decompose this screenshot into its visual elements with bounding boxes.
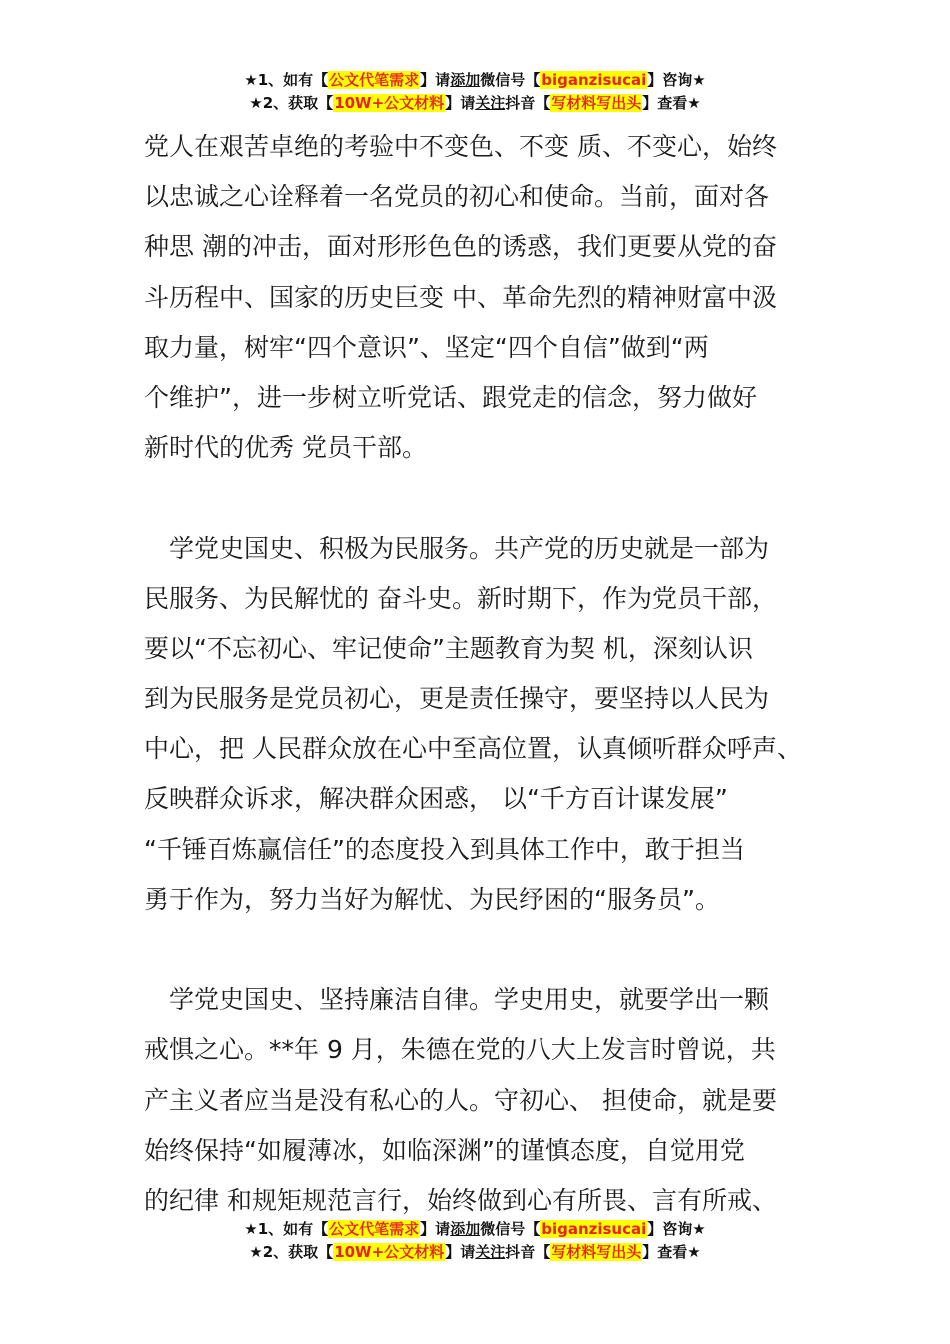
body-line: 勇于作为，努力当好为解忧、为民纾困的“服务员”。 [144, 884, 720, 914]
banner-text: 】查看★ [642, 1243, 701, 1261]
body-line: 始终保持“如履薄冰，如临深渊”的谨慎态度，自觉用党 [144, 1135, 745, 1165]
highlight-service-request: 公文代笔需求 [329, 1220, 420, 1238]
body-line-blank [144, 473, 824, 523]
body-line: 戒惧之心。**年 9 月，朱德在党的八大上发言时曾说，共 [144, 1035, 776, 1065]
highlight-wechat-id: biganzisucai [541, 71, 647, 89]
body-line: “千锤百炼赢信任”的态度投入到具体工作中，敢于担当 [144, 834, 745, 864]
banner-text: 】咨询★ [647, 71, 706, 89]
body-line: 新时代的优秀 党员干部。 [144, 433, 427, 463]
banner-text: 抖音【 [505, 94, 551, 112]
body-line-blank [144, 925, 824, 975]
highlight-materials: 10W+公文材料 [334, 94, 445, 112]
banner-underlined-text: 添加 [450, 71, 481, 89]
highlight-materials: 10W+公文材料 [334, 1243, 445, 1261]
banner-text: 微信号【 [480, 1220, 541, 1238]
banner-text: ★1、如有【 [244, 1220, 329, 1238]
banner-line-2 [0, 92, 950, 115]
body-line: 以忠诚之心诠释着一名党员的初心和使命。当前，面对各 [144, 182, 770, 212]
body-line: 反映群众诉求，解决群众困惑， 以“千方百计谋发展” [144, 784, 728, 814]
body-line: 取力量，树牢“四个意识”、坚定“四个自信”做到“两 [144, 332, 709, 362]
highlight-douyin-account: 写材料写出头 [551, 94, 642, 112]
banner-text: ★2、获取【 [249, 94, 334, 112]
banner-underlined-text: 关注 [475, 1243, 506, 1261]
body-line: 学党史国史、积极为民服务。共产党的历史就是一部为 [144, 533, 770, 563]
highlight-wechat-id: biganzisucai [541, 1220, 647, 1238]
banner-underlined-text: 添加 [450, 1220, 481, 1238]
footer-banner [0, 1218, 950, 1264]
body-line: 民服务、为民解忧的 奋斗史。新时期下，作为党员干部， [144, 583, 777, 613]
body-line: 种思 潮的冲击，面对形形色色的诱惑，我们更要从党的奋 [144, 232, 777, 262]
body-line: 要以“不忘初心、牢记使命”主题教育为契 机，深刻认识 [144, 633, 753, 663]
banner-text: 】请 [445, 94, 476, 112]
body-line: 个维护”，进一步树立听党话、跟党走的信念，努力做好 [144, 382, 757, 412]
body-line: 到为民服务是党员初心，更是责任操守，要坚持以人民为 [144, 684, 770, 714]
banner-text: 】咨询★ [647, 1220, 706, 1238]
banner-text: ★2、获取【 [249, 1243, 334, 1261]
banner-text: 】请 [420, 71, 451, 89]
banner-text: 】请 [445, 1243, 476, 1261]
body-line: 中心，把 人民群众放在心中至高位置，认真倾听群众呼声、 [144, 734, 802, 764]
header-banner [0, 69, 950, 115]
document-body [144, 122, 824, 1226]
banner-text: 】查看★ [642, 94, 701, 112]
body-line: 学党史国史、坚持廉洁自律。学史用史，就要学出一颗 [144, 985, 770, 1015]
banner-underlined-text: 关注 [475, 94, 506, 112]
body-line: 产主义者应当是没有私心的人。守初心、 担使命，就是要 [144, 1085, 777, 1115]
banner-text: 】请 [420, 1220, 451, 1238]
body-line: 党人在艰苦卓绝的考验中不变色、不变 质、不变心，始终 [144, 132, 777, 161]
banner-line-1 [0, 1218, 950, 1241]
body-line: 的纪律 和规矩规范言行，始终做到心有所畏、言有所戒、 [144, 1185, 777, 1215]
highlight-douyin-account: 写材料写出头 [551, 1243, 642, 1261]
banner-line-2 [0, 1241, 950, 1264]
banner-text: 抖音【 [505, 1243, 551, 1261]
highlight-service-request: 公文代笔需求 [329, 71, 420, 89]
body-line: 斗历程中、国家的历史巨变 中、革命先烈的精神财富中汲 [144, 282, 777, 312]
banner-text: ★1、如有【 [244, 71, 329, 89]
banner-line-1 [0, 69, 950, 92]
banner-text: 微信号【 [480, 71, 541, 89]
